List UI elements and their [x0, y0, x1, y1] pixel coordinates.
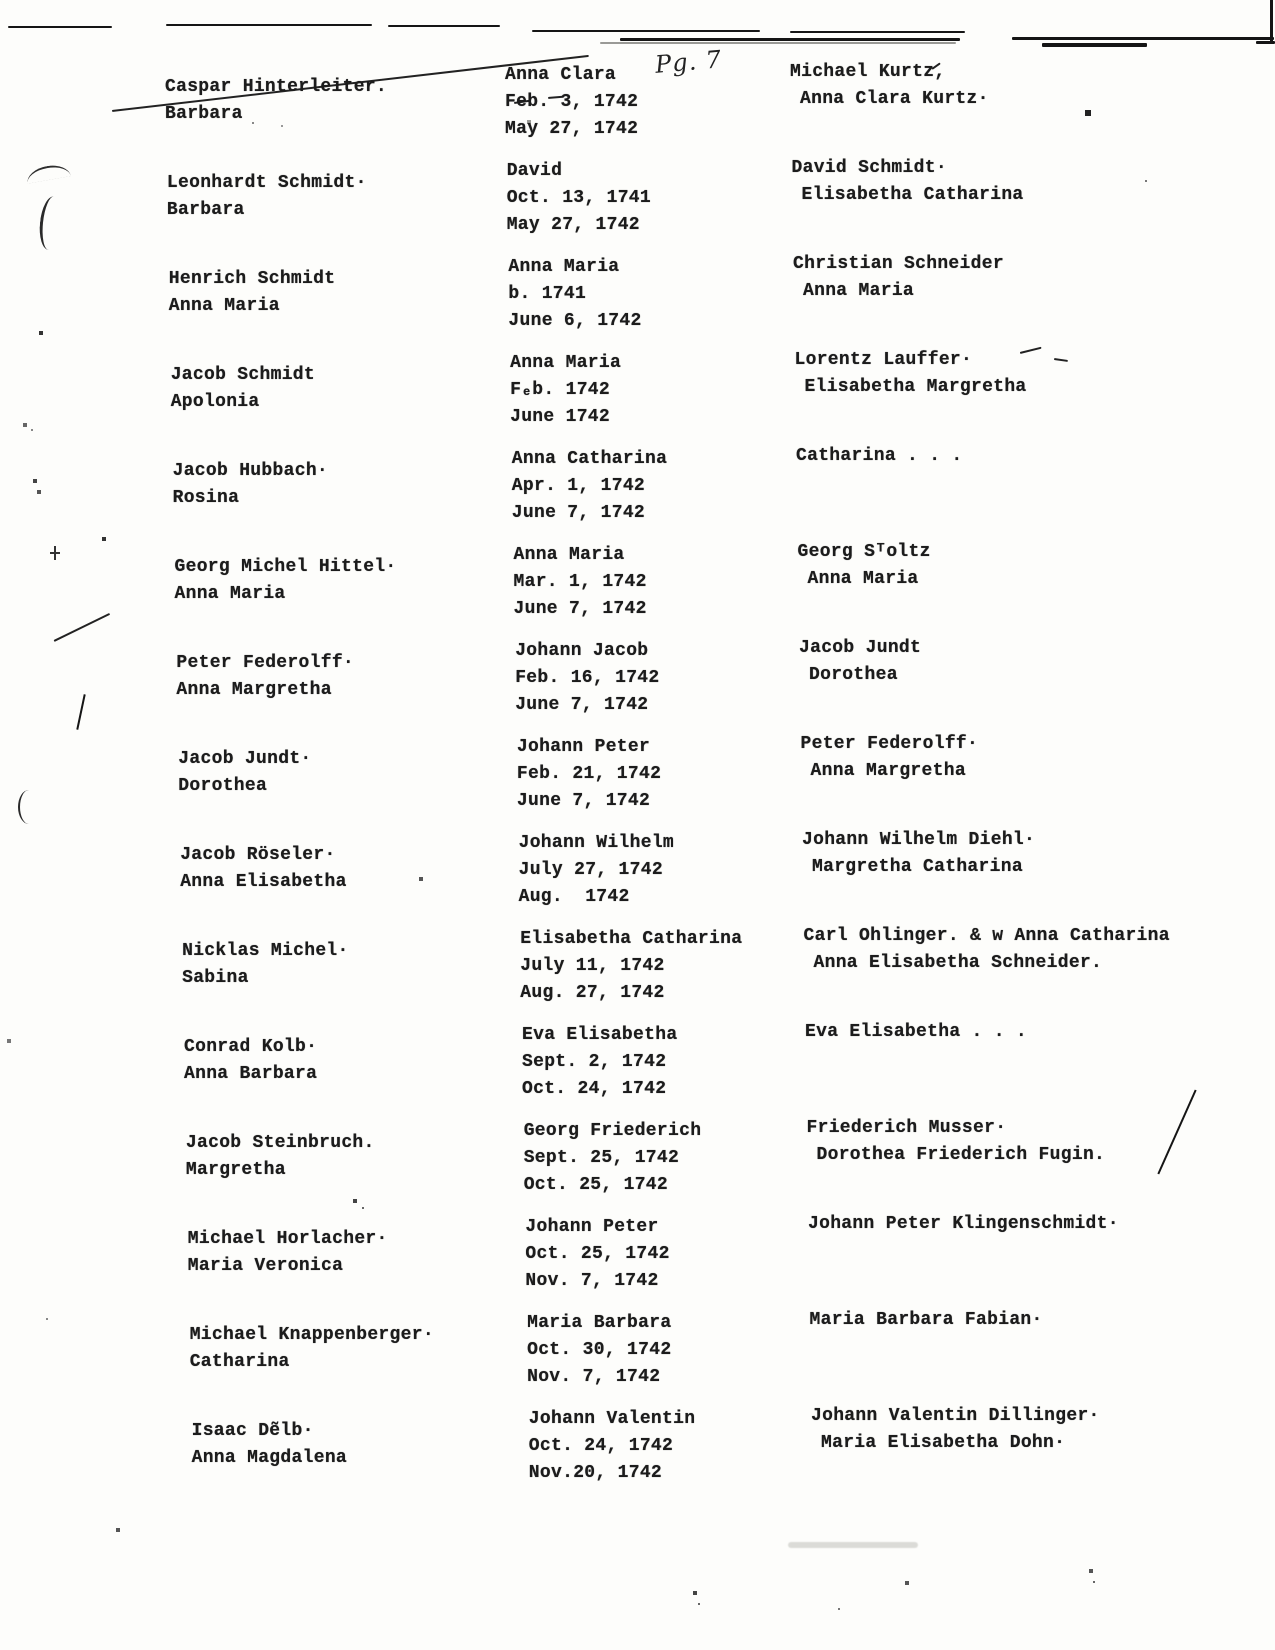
- mother-name: Anna Magdalena: [191, 1448, 348, 1468]
- child-name-and-dates: [524, 1118, 702, 1199]
- child-name-and-dates: [517, 734, 661, 815]
- sponsor-name: Anna Margretha: [810, 761, 966, 781]
- mother-name: Maria Veronica: [187, 1256, 344, 1276]
- child-name-and-dates: [507, 158, 651, 239]
- sponsors-names: [805, 1019, 1027, 1046]
- mother-name: Barbara: [165, 104, 243, 124]
- baptism-date: Nov. 7, 1742: [525, 1271, 659, 1291]
- parents-names: [192, 1418, 347, 1472]
- sponsors-names: [799, 635, 921, 689]
- baptism-date: Aug. 27, 1742: [520, 983, 665, 1003]
- child-name-and-dates: [519, 830, 674, 911]
- father-name: Jacob Hubbach·: [172, 461, 329, 481]
- margin-mark: [37, 195, 62, 251]
- margin-mark: [18, 790, 36, 824]
- scan-line-artifact: [600, 42, 956, 44]
- sponsor-name: Elisabetha Catharina: [801, 185, 1024, 205]
- parents-names: [173, 458, 328, 512]
- child-name: Anna Clara: [505, 65, 617, 85]
- child-name: Johann Peter: [516, 737, 651, 757]
- margin-mark: [76, 694, 85, 730]
- scan-line-artifact: [620, 38, 960, 41]
- mother-name: Rosina: [172, 488, 240, 508]
- father-name: Jacob Röseler·: [180, 845, 336, 865]
- child-name: Elisabetha Catharina: [520, 929, 743, 949]
- sponsor-name: Georg Sᵀoltz: [797, 542, 931, 562]
- father-name: Georg Michel Hittel·: [174, 557, 397, 577]
- scan-line-artifact: [1270, 0, 1273, 44]
- sponsor-name: Margretha Catharina: [812, 857, 1023, 877]
- mother-name: Anna Maria: [174, 584, 286, 604]
- parents-names: [186, 1130, 375, 1184]
- sponsor-name: Lorentz Lauffer·: [794, 350, 973, 370]
- birth-date: Sept. 2, 1742: [522, 1052, 667, 1072]
- birth-date: Oct. 13, 1741: [506, 188, 652, 208]
- sponsors-names: [796, 443, 963, 470]
- baptism-date: May 27, 1742: [505, 119, 639, 139]
- mother-name: Anna Elisabetha: [180, 872, 347, 892]
- parents-names: [188, 1226, 388, 1280]
- sponsors-names: [801, 731, 979, 785]
- pen-dash-artifact: [1054, 358, 1068, 362]
- child-name: Johann Jacob: [515, 641, 649, 661]
- parents-names: [180, 842, 347, 896]
- mother-name: Dorothea: [178, 776, 268, 796]
- father-name: Conrad Kolb·: [184, 1037, 318, 1057]
- parents-names: [171, 362, 315, 416]
- sponsor-name: Anna Maria: [807, 569, 919, 589]
- handwritten-page-number: Pg. 7: [653, 45, 724, 79]
- mother-name: Anna Barbara: [184, 1064, 318, 1084]
- sponsor-name: David Schmidt·: [791, 158, 947, 178]
- parents-names: [169, 266, 336, 320]
- mother-name: Anna Maria: [168, 296, 280, 316]
- baptism-date: June 7, 1742: [516, 791, 651, 811]
- sponsor-name: Maria Barbara Fabian·: [809, 1310, 1043, 1330]
- child-name: David: [506, 161, 563, 181]
- father-name: Michael Knappenberger·: [189, 1325, 434, 1345]
- sponsors-names: [808, 1211, 1119, 1238]
- birth-date: July 27, 1742: [518, 860, 663, 880]
- child-name-and-dates: [505, 62, 638, 143]
- baptism-date: June 7, 1742: [513, 599, 647, 619]
- child-name-and-dates: [515, 638, 659, 719]
- father-name: Leonhardt Schmidt·: [166, 173, 367, 193]
- scan-line-artifact: [1042, 43, 1147, 47]
- child-name-and-dates: [525, 1214, 669, 1295]
- father-name: Jacob Schmidt: [170, 365, 316, 385]
- child-name-and-dates: [508, 254, 641, 335]
- sponsor-name: Anna Elisabetha Schneider.: [813, 953, 1103, 973]
- sponsors-names: [807, 1115, 1106, 1169]
- mother-name: Apolonia: [170, 392, 260, 412]
- father-name: Nicklas Michel·: [182, 941, 349, 961]
- sponsor-name: Dorothea: [809, 665, 898, 685]
- birth-date: July 11, 1742: [520, 956, 665, 976]
- child-name-and-dates: [520, 926, 742, 1007]
- child-name: Johann Valentin: [528, 1409, 696, 1429]
- sponsor-name: Anna Maria: [803, 281, 915, 301]
- baptism-date: Oct. 24, 1742: [522, 1079, 667, 1099]
- sponsors-names: [804, 923, 1170, 977]
- parents-names: [175, 554, 397, 608]
- parents-names: [182, 938, 349, 992]
- sponsors-names: [811, 1403, 1100, 1457]
- birth-date: Mar. 1, 1742: [513, 572, 647, 592]
- child-name: Johann Wilhelm: [518, 833, 675, 853]
- parents-names: [184, 1034, 317, 1088]
- birth-date: b. 1741: [508, 284, 587, 304]
- birth-date: Oct. 30, 1742: [527, 1340, 672, 1360]
- child-name: Anna Maria: [513, 545, 625, 565]
- baptism-date: June 7, 1742: [515, 695, 649, 715]
- birth-date: Sept. 25, 1742: [523, 1148, 680, 1168]
- sponsors-names: [802, 827, 1035, 881]
- parents-names: [165, 74, 387, 128]
- baptism-date: Aug. 1742: [518, 887, 630, 907]
- child-name: Maria Barbara: [527, 1313, 672, 1333]
- margin-mark: [25, 162, 71, 183]
- birth-date: Fₑb. 1742: [510, 380, 611, 400]
- child-name: Johann Peter: [525, 1217, 659, 1237]
- baptism-date: June 7, 1742: [511, 503, 646, 523]
- father-name: Jacob Jundt·: [178, 749, 312, 769]
- mother-name: Sabina: [182, 968, 249, 988]
- child-name: Anna Maria: [510, 353, 622, 373]
- scan-line-artifact: [388, 25, 500, 27]
- sponsor-name: Johann Wilhelm Diehl·: [802, 830, 1036, 850]
- child-name: Anna Maria: [508, 257, 620, 277]
- mother-name: Barbara: [166, 200, 245, 220]
- margin-mark: [1157, 1090, 1196, 1175]
- baptism-date: Nov. 7, 1742: [527, 1367, 661, 1387]
- sponsor-name: Catharina . . .: [796, 446, 963, 466]
- parents-names: [176, 650, 354, 704]
- child-name-and-dates: [514, 542, 647, 623]
- scan-line-artifact: [8, 26, 112, 28]
- child-name-and-dates: [512, 446, 667, 527]
- sponsors-names: [792, 155, 1024, 209]
- sponsors-names: [810, 1307, 1043, 1334]
- birth-date: Feb. 21, 1742: [516, 764, 662, 784]
- child-name: Anna Catharina: [511, 449, 668, 469]
- sponsor-name: Maria Elisabetha Dohn·: [821, 1433, 1066, 1453]
- scan-line-artifact: [790, 31, 965, 33]
- parents-names: [190, 1322, 434, 1376]
- scan-smudge: [788, 1542, 918, 1548]
- scan-specks: [0, 0, 2, 2]
- sponsor-name: Christian Schneider: [793, 254, 1004, 274]
- scan-line-artifact: [532, 30, 760, 32]
- child-name-and-dates: [529, 1406, 696, 1487]
- mother-name: Margretha: [185, 1160, 286, 1180]
- birth-date: Oct. 25, 1742: [525, 1244, 670, 1264]
- sponsors-names: [790, 59, 989, 113]
- birth-date: Apr. 1, 1742: [511, 476, 646, 496]
- sponsors-names: [795, 347, 1027, 401]
- sponsor-name: Dorothea Friederich Fugin.: [816, 1145, 1106, 1165]
- baptism-date: Oct. 25, 1742: [523, 1175, 669, 1195]
- birth-date: Feb. 3, 1742: [505, 92, 639, 112]
- sponsor-name: Carl Ohlinger. & w Anna Catharina: [803, 926, 1170, 946]
- child-name-and-dates: [510, 350, 621, 431]
- birth-date: Feb. 16, 1742: [515, 668, 660, 688]
- child-name: Eva Elisabetha: [522, 1025, 678, 1045]
- sponsor-name: Johann Valentin Dillinger·: [811, 1406, 1100, 1426]
- father-name: Isaac Dẽlb·: [191, 1421, 314, 1441]
- sponsors-names: [798, 539, 931, 593]
- mother-name: Anna Margretha: [176, 680, 332, 700]
- scan-line-artifact: [166, 24, 372, 26]
- father-name: Henrich Schmidt: [168, 269, 336, 289]
- father-name: Peter Federolff·: [176, 653, 355, 673]
- baptism-date: June 1742: [510, 407, 611, 427]
- child-name: Georg Friederich: [523, 1121, 702, 1141]
- baptism-date: May 27, 1742: [506, 215, 640, 235]
- sponsor-name: Johann Peter Klingenschmidt·: [808, 1214, 1119, 1234]
- sponsor-name: Friederich Musser·: [806, 1118, 1007, 1138]
- child-name-and-dates: [522, 1022, 677, 1103]
- scan-line-artifact: [1012, 37, 1274, 40]
- birth-date: Oct. 24, 1742: [528, 1436, 674, 1456]
- sponsor-name: Peter Federolff·: [800, 734, 979, 754]
- baptism-date: June 6, 1742: [508, 311, 642, 331]
- sponsor-name: Eva Elisabetha . . .: [805, 1022, 1028, 1042]
- father-name: Jacob Steinbruch.: [185, 1133, 375, 1153]
- baptism-date: Nov.20, 1742: [528, 1463, 663, 1483]
- mother-name: Catharina: [189, 1352, 290, 1372]
- father-name: Michael Horlacher·: [187, 1229, 388, 1249]
- sponsor-name: Jacob Jundt: [799, 638, 922, 658]
- father-name: Caspar Hinterleiter.: [165, 77, 388, 97]
- sponsor-name: Elisabetha Margretha: [804, 377, 1027, 397]
- parents-names: [178, 746, 311, 800]
- margin-mark: [50, 552, 60, 554]
- sponsor-name: Anna Clara Kurtz·: [800, 89, 989, 109]
- sponsor-name: Michael Kurtz,: [790, 62, 946, 82]
- sponsors-names: [793, 251, 1004, 305]
- margin-mark: [54, 613, 111, 642]
- parents-names: [167, 170, 367, 224]
- child-name-and-dates: [527, 1310, 671, 1391]
